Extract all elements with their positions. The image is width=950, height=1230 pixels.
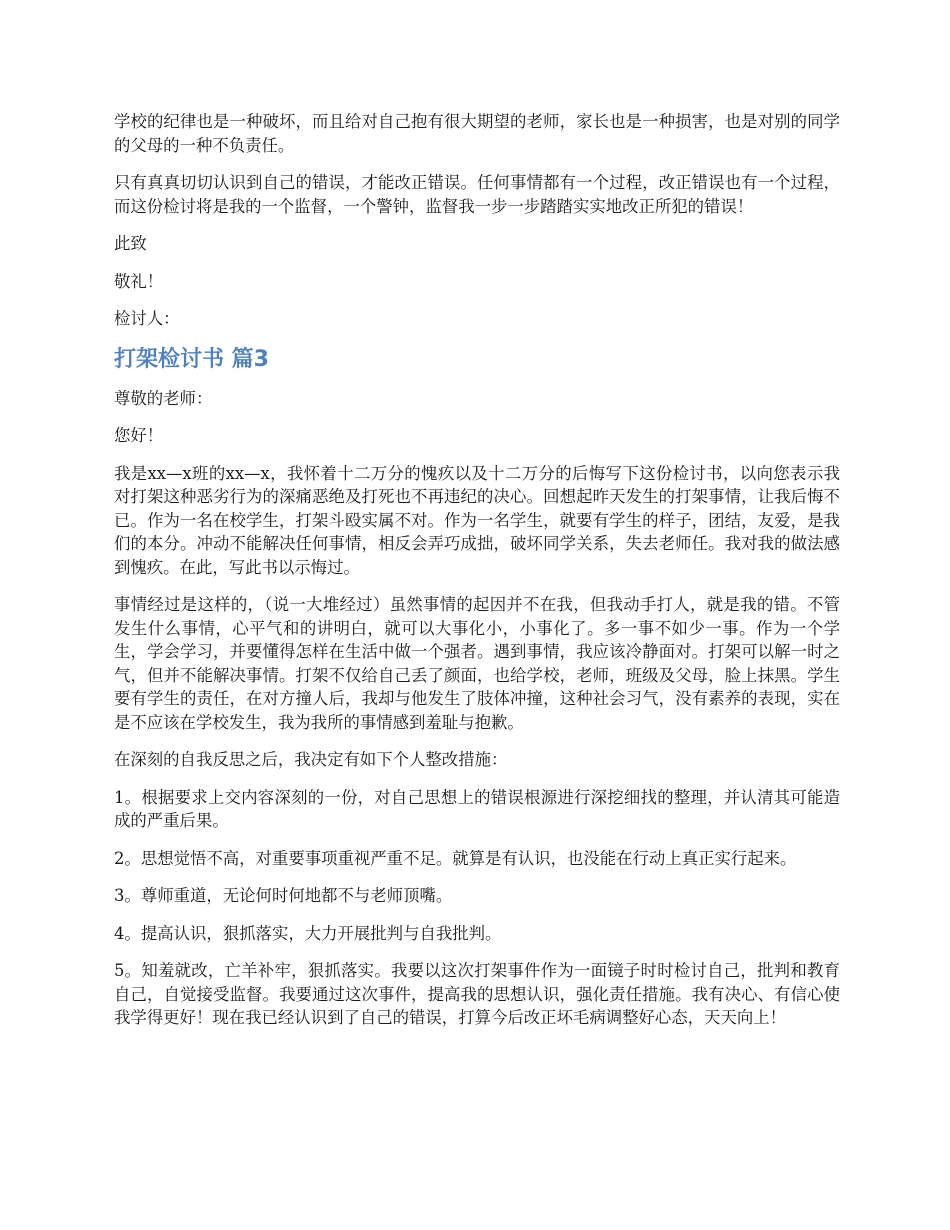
list-item: 5。知羞就改，亡羊补牢，狠抓落实。我要以这次打架事件作为一面镜子时时检讨自己，批判和教育自己，自觉接受监督。我要通过这次事件，提高我的思想认识，强化责任措施。我有决心、有信心使我学得更好！现在我已经认识到了自己的错误，打算今后改正坏毛病调整好心态，天天向上！ [114,961,840,1027]
signature-line: 检讨人： [114,309,180,328]
document-page [114,110,840,1044]
list-item: 1。根据要求上交内容深刻的一份，对自己思想上的错误根源进行深挖细找的整理，并认清其可能造成的严重后果。 [114,787,840,830]
greeting: 您好！ [114,426,164,445]
list-item: 3。尊师重道，无论何时何地都不与老师顶嘴。 [114,886,453,905]
closing-salute: 敬礼！ [114,271,164,291]
paragraph: 只有真真切切认识到自己的错误，才能改正错误。任何事情都有一个过程，改正错误也有一个过程，而这份检讨将是我的一个监督，一个警钟，监督我一步一步踏踏实实地改正所犯的错误！ [114,173,840,216]
closing-line: 此致 [114,234,147,253]
list-item: 2。思想觉悟不高，对重要事项重视严重不足。就算是有认识，也没能在行动上真正实行起来。 [114,848,797,868]
list-item: 4。提高认识，狠抓落实，大力开展批判与自我批判。 [114,923,502,943]
paragraph: 事情经过是这样的，（说一大堆经过）虽然事情的起因并不在我，但我动手打人，就是我的错。不管发生什么事情，心平气和的讲明白，就可以大事化小，小事化了。多一事不如少一事。作为一个学生，学会学习，并要懂得怎样在生活中做一个强者。遇到事情，我应该冷静面对。打架可以解一时之气，但并不能解决事情。打架不仅给自己丢了颜面，也给学校，老师，班级及父母，脸上抹黑。学生要有学生的责任，在对方撞人后，我却与他发生了肢体冲撞，这种社会习气，没有素养的表现，实在是不应该在学校发生，我为我所的事情感到羞耻与抱歉。 [114,595,840,732]
paragraph: 我是xx—x班的xx—x，我怀着十二万分的愧疚以及十二万分的后悔写下这份检讨书，以向您表示我对打架这种恶劣行为的深痛恶绝及打死也不再违纪的决心。回想起昨天发生的打架事情，让我后悔不已。作为一名在校学生，打架斗殴实属不对。作为一名学生，就要有学生的样子，团结，友爱，是我们的本分。冲动不能解决任何事情，相反会弄巧成拙，破坏同学关系，失去老师任。我对我的做法感到愧疚。在此，写此书以示悔过。 [114,463,840,577]
section-heading: 打架检讨书 篇3 [114,346,269,372]
paragraph: 在深刻的自我反思之后，我决定有如下个人整改措施： [114,750,508,769]
salutation: 尊敬的老师： [114,388,213,408]
paragraph: 学校的纪律也是一种破坏，而且给对自己抱有很大期望的老师，家长也是一种损害，也是对别的同学的父母的一种不负责任。 [114,112,840,155]
